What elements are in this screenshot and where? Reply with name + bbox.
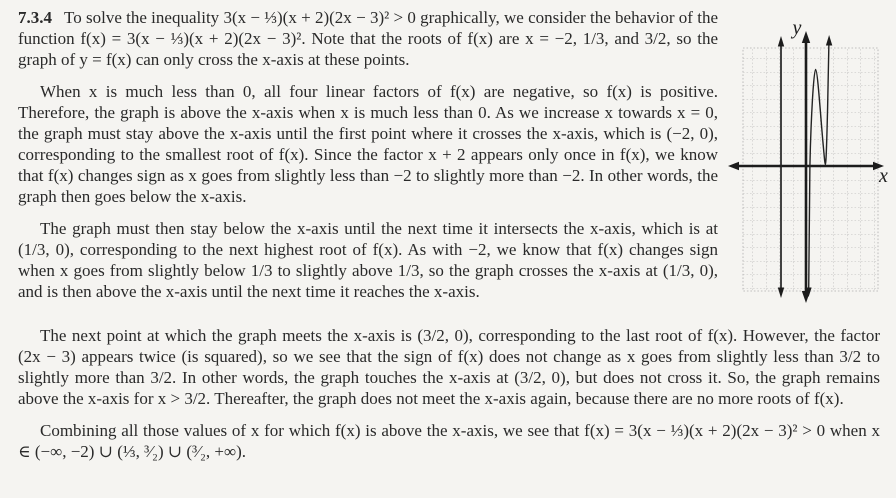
solution-paragraph: Combining all those values of x for which f(x) is above the x-axis, we see that f(x) = 3(x − ⅓)(x + 2)(2x − 3)² > 0 when x ∈ (−∞, −2) ∪ (⅓, ³⁄₂) ∪ (³⁄₂, +∞). <box>18 421 880 461</box>
curve-arrow-up <box>826 35 832 46</box>
graph-canvas <box>726 5 892 323</box>
solution-paragraph: The graph must then stay below the x-axis until the next time it intersects the x-axis, which is at (1/3, 0), corresponding to the next highest root of f(x). As with −2, we know that f(x) changes sign when x goes from slightly below 1/3 to slightly above 1/3, so the graph crosses the x-axis at (1/3, 0), and is then above the x-axis until the next time it reaches the x-axis. <box>18 219 718 301</box>
function-graph <box>726 5 892 323</box>
x-axis-label: x <box>879 165 888 187</box>
intro-text: To solve the inequality 3(x − ⅓)(x + 2)(2x − 3)² > 0 graphically, we consider the behavior of the function f(x) = 3(x − ⅓)(x + 2)(2x − 3)². Note that the roots of f(x) are x = −2, 1/3, and 3/2, so the graph of y = f(x) can only cross the x-axis at these points. <box>18 8 718 69</box>
y-axis-label: y <box>792 17 802 39</box>
solution-paragraph: When x is much less than 0, all four linear factors of f(x) are negative, so f(x) is positive. Therefore, the graph is above the x-axis when x is much less than 0. As we increase x towards x = 0, the graph must stay above the x-axis until the first point where it crosses the x-axis, which is (−2, 0), corresponding to the smallest root of f(x). Since the factor x + 2 appears only once in f(x), we know that f(x) changes sign as x goes from slightly less than −2 to slightly more than −2. In other words, the graph then goes below the x-axis. <box>18 82 718 206</box>
solution-paragraph: The next point at which the graph meets the x-axis is (3/2, 0), corresponding to the last root of f(x). However, the factor (2x − 3) appears twice (is squared), so we see that the sign of f(x) does not change as x goes from slightly less than 3/2 to slightly more than 3/2. In other words, the graph touches the x-axis at (3/2, 0), but does not cross it. So, the graph remains above the x-axis for x > 3/2. Thereafter, the graph does not meet the x-axis again, because there are no more roots of f(x). <box>18 326 880 408</box>
problem-number: 7.3.4 <box>18 8 52 27</box>
